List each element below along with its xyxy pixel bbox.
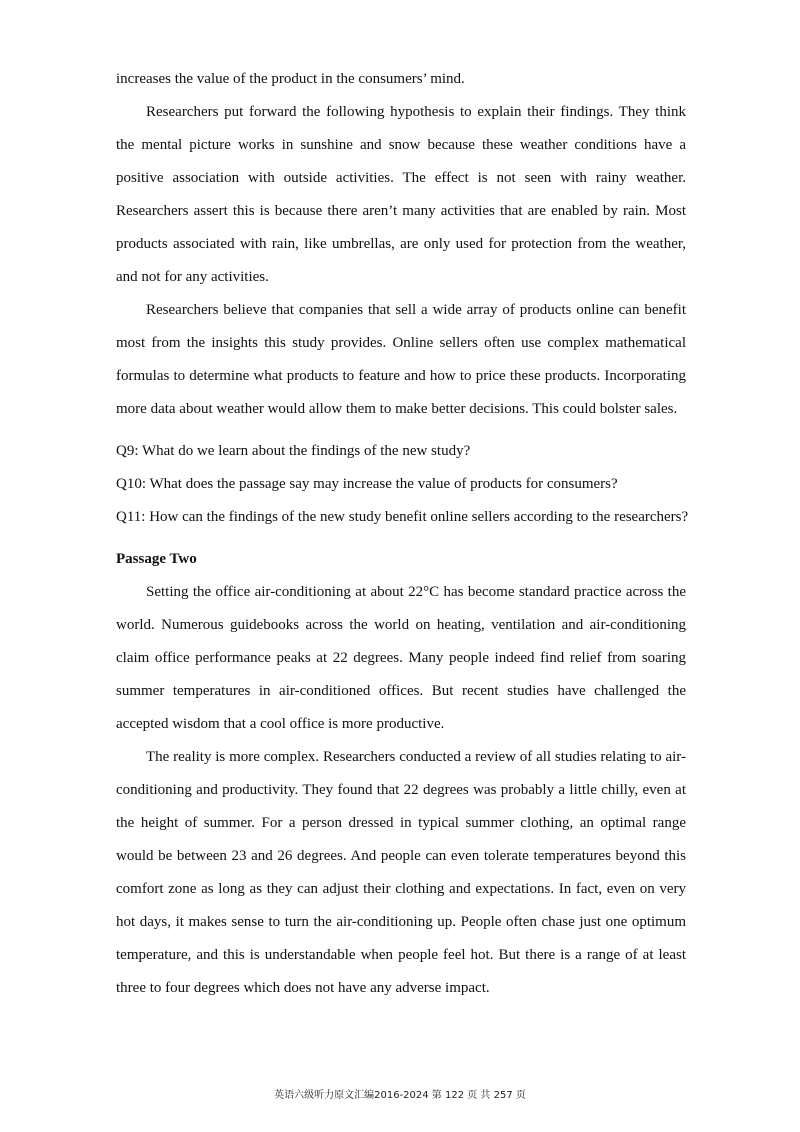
passage-two-paragraph-1: Setting the office air-conditioning at about 22°C has become standard practice across the world. Numerous guidebooks across the world on heating, ventilation and air-conditioning claim office performance peaks at 22 degrees. Many people indeed find relief from soaring summer temperatures in air-conditioned offices. But recent studies have challenged the accepted wisdom that a cool office is more productive. — [116, 584, 686, 732]
paragraph-continuation: increases the value of the product in the consumers’ mind. — [116, 71, 465, 87]
question-q9: Q9: What do we learn about the findings of the new study? — [116, 443, 471, 459]
question-q11: Q11: How can the findings of the new study benefit online sellers according to the researchers? — [116, 509, 689, 525]
passage-two-heading: Passage Two — [116, 551, 197, 567]
question-q10: Q10: What does the passage say may increase the value of products for consumers? — [116, 476, 618, 492]
document-page — [116, 63, 689, 1005]
paragraph-hypothesis: Researchers put forward the following hypothesis to explain their findings. They think the mental picture works in sunshine and snow because these weather conditions have a positive association with outside activities. The effect is not seen with rainy weather. Researchers assert this is because there aren’t many activities that are enabled by rain. Most products associated with rain, like umbrellas, are only used for protection from the weather, and not for any activities. — [116, 104, 686, 285]
page-footer: 英语六级听力原文汇编2016-2024 第 122 页 共 257 页 — [274, 1090, 526, 1101]
paragraph-online-sellers: Researchers believe that companies that sell a wide array of products online can benefit most from the insights this study provides. Online sellers often use complex mathematical formulas to determine what products to feature and how to price these products. Incorporating more data about weather would allow them to make better decisions. This could bolster sales. — [116, 302, 686, 417]
questions-list — [116, 435, 689, 534]
passage-two-paragraph-2: The reality is more complex. Researchers conducted a review of all studies relating to air-conditioning and productivity. They found that 22 degrees was probably a little chilly, even at the height of summer. For a person dressed in typical summer clothing, an optimal range would be between 23 and 26 degrees. And people can even tolerate temperatures beyond this comfort zone as long as they can adjust their clothing and expectations. In fact, even on very hot days, it makes sense to turn the air-conditioning up. People often chase just one optimum temperature, and this is understandable when people feel hot. But there is a range of at least three to four degrees which does not have any adverse impact. — [116, 749, 686, 996]
